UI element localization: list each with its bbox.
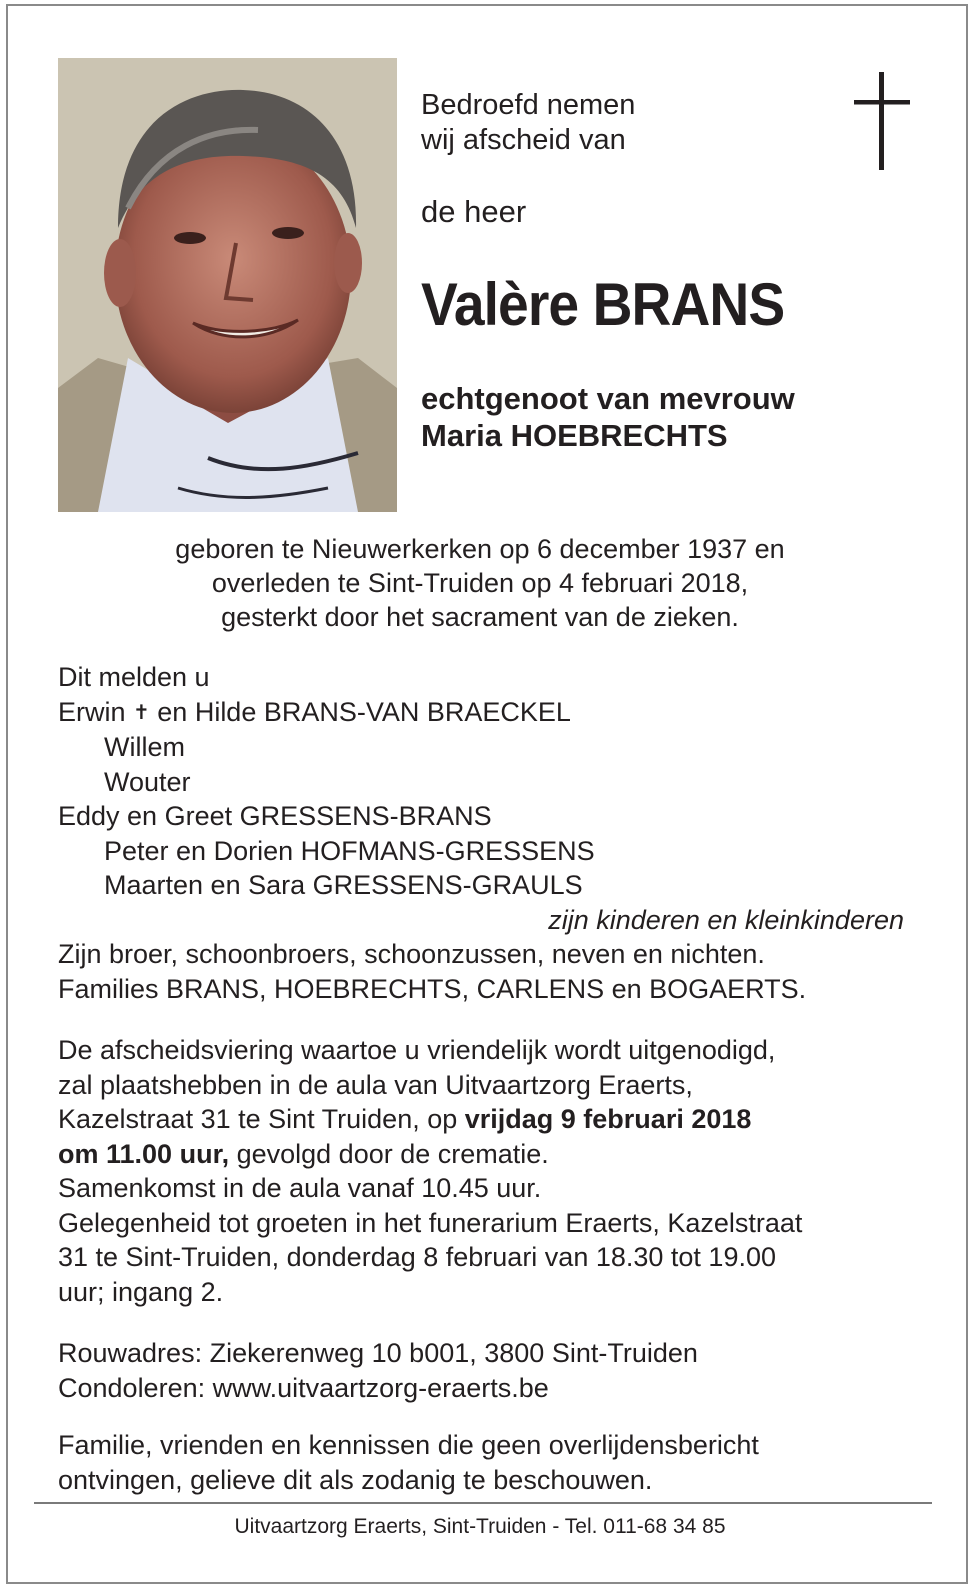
ceremony-date: vrijdag 9 februari 2018 xyxy=(464,1104,752,1134)
family-line-wouter: Wouter xyxy=(104,766,191,797)
ceremony-cremation: gevolgd door de crematie. xyxy=(229,1138,549,1169)
ceremony-line-6: Gelegenheid tot groeten in het funerarium Eraerts, Kazelstraat xyxy=(58,1207,803,1238)
deceased-cross-icon: ✝ xyxy=(133,701,150,724)
deceased-name: Valère BRANS xyxy=(421,271,785,338)
family-line-erwin xyxy=(58,695,904,731)
family-list xyxy=(58,660,904,1006)
footer-divider xyxy=(34,1502,932,1504)
ceremony-info xyxy=(58,1033,802,1309)
closing-note xyxy=(58,1428,759,1497)
intro-line-2: wij afscheid van xyxy=(421,124,626,156)
family-line-willem: Willem xyxy=(104,732,185,762)
mourning-address: Rouwadres: Ziekerenweg 10 b001, 3800 Sint-Truiden xyxy=(58,1338,698,1368)
contact-info xyxy=(58,1336,698,1405)
dates-line-2: overleden te Sint-Truiden op 4 februari 2018, xyxy=(211,568,749,598)
ceremony-line-5: Samenkomst in de aula vanaf 10.45 uur. xyxy=(58,1173,542,1203)
ceremony-line-2: zal plaatshebben in de aula van Uitvaartzorg Eraerts, xyxy=(58,1069,693,1100)
dates-line-3: gesterkt door het sacrament van de zieken. xyxy=(221,602,739,632)
erwin-partner: en Hilde BRANS-VAN BRAECKEL xyxy=(149,696,571,727)
ceremony-line-1: De afscheidsviering waartoe u vriendelijk wordt uitgenodigd, xyxy=(58,1035,776,1065)
erwin-name: Erwin xyxy=(58,696,134,727)
spouse-line-2: Maria HOEBRECHTS xyxy=(421,418,728,453)
ceremony-line-7: 31 te Sint-Truiden, donderdag 8 februari van 18.30 tot 19.00 xyxy=(58,1242,776,1272)
closing-line-1: Familie, vrienden en kennissen die geen overlijdensbericht xyxy=(58,1430,759,1460)
cross-icon xyxy=(854,72,910,170)
intro-line-1: Bedroefd nemen xyxy=(421,89,636,121)
closing-line-2: ontvingen, gelieve dit als zodanig te beschouwen. xyxy=(58,1464,653,1495)
family-line-others: Zijn broer, schoonbroers, schoonzussen, neven en nichten. xyxy=(58,939,765,969)
family-line-eddy: Eddy en Greet GRESSENS-BRANS xyxy=(58,801,492,831)
footer-text: Uitvaartzorg Eraerts, Sint-Truiden - Tel. 011-68 34 85 xyxy=(234,1515,726,1538)
intro-text xyxy=(421,88,635,158)
ceremony-line-3 xyxy=(58,1102,802,1137)
ceremony-location: Kazelstraat 31 te Sint Truiden, op xyxy=(58,1104,465,1134)
spouse-text xyxy=(421,380,795,454)
dates-line-1: geboren te Nieuwerkerken op 6 december 1937 en xyxy=(175,534,785,564)
ceremony-time: om 11.00 uur, xyxy=(58,1138,230,1169)
family-line-families: Families BRANS, HOEBRECHTS, CARLENS en BOGAERTS. xyxy=(58,973,807,1004)
children-note: zijn kinderen en kleinkinderen xyxy=(548,904,904,935)
spouse-line-1: echtgenoot van mevrouw xyxy=(421,381,795,416)
ceremony-line-4 xyxy=(58,1137,802,1172)
birth-death-dates xyxy=(0,532,960,634)
portrait-photo xyxy=(58,58,397,512)
family-intro: Dit melden u xyxy=(58,662,210,692)
ceremony-line-8: uur; ingang 2. xyxy=(58,1276,224,1307)
title-prefix: de heer xyxy=(421,194,527,229)
condolence-link[interactable]: Condoleren: www.uitvaartzorg-eraerts.be xyxy=(58,1372,549,1403)
family-line-peter: Peter en Dorien HOFMANS-GRESSENS xyxy=(104,835,595,866)
family-line-maarten: Maarten en Sara GRESSENS-GRAULS xyxy=(104,870,583,900)
